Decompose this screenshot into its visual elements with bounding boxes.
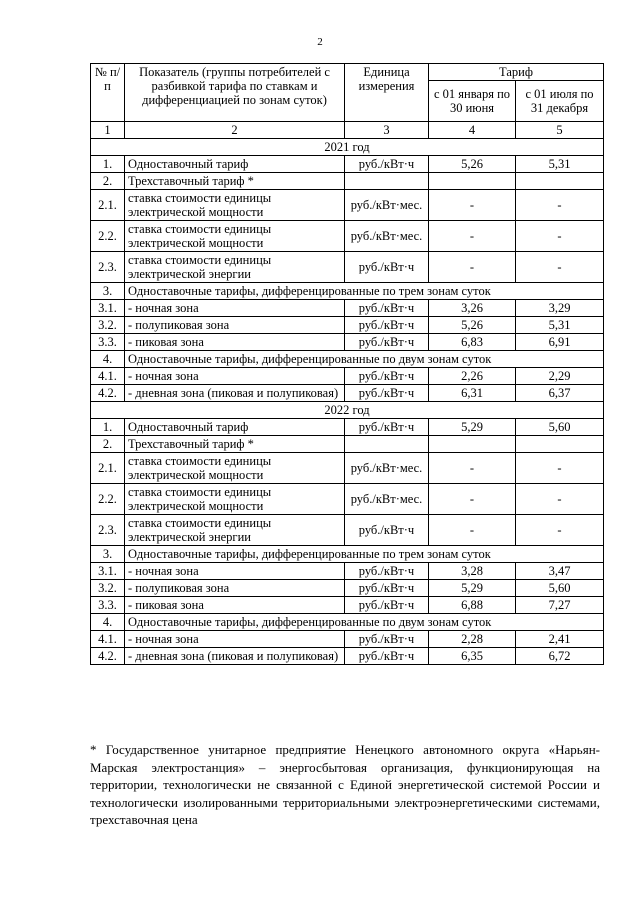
row-value-period-1: 6,83 (429, 334, 516, 351)
row-value-period-1: 3,28 (429, 563, 516, 580)
footnote: * Государственное унитарное предприятие Ненецкого автономного округа «Нарьян-Марская электростанция» – энергосбытовая организация, функционирующая на территории, технологически не связанной с Единой энергетической системой России и технологически изолированными территориальными электроэнергетическими системами, трехставочная цена (90, 742, 600, 827)
row-value-period-2: 6,72 (516, 648, 604, 665)
row-value-period-1: - (429, 484, 516, 515)
row-unit (345, 173, 429, 190)
row-number: 2.3. (91, 252, 125, 283)
row-number: 2. (91, 173, 125, 190)
row-number: 4.1. (91, 368, 125, 385)
row-value-period-1: 6,35 (429, 648, 516, 665)
row-number: 2.2. (91, 221, 125, 252)
row-unit: руб./кВт·ч (345, 385, 429, 402)
table-row (91, 334, 604, 351)
row-indicator: - пиковая зона (125, 597, 345, 614)
row-indicator: Одноставочный тариф (125, 419, 345, 436)
row-number: 2.3. (91, 515, 125, 546)
row-indicator: ставка стоимости единицы электрической энергии (125, 515, 345, 546)
row-group-label: Одноставочные тарифы, дифференцированные по трем зонам суток (125, 546, 604, 563)
col-num: 4 (429, 122, 516, 139)
row-value-period-1: 5,29 (429, 419, 516, 436)
row-unit: руб./кВт·ч (345, 156, 429, 173)
row-indicator: - дневная зона (пиковая и полупиковая) (125, 385, 345, 402)
row-number: 2. (91, 436, 125, 453)
row-number: 4.2. (91, 648, 125, 665)
row-unit (345, 436, 429, 453)
row-value-period-1: 5,29 (429, 580, 516, 597)
year-row (91, 402, 604, 419)
row-value-period-1: - (429, 453, 516, 484)
col-num: 1 (91, 122, 125, 139)
row-unit: руб./кВт·ч (345, 252, 429, 283)
row-value-period-2: 5,31 (516, 317, 604, 334)
row-value-period-2: 3,47 (516, 563, 604, 580)
table-row (91, 173, 604, 190)
table-row (91, 190, 604, 221)
table-row (91, 156, 604, 173)
row-value-period-2 (516, 173, 604, 190)
row-unit: руб./кВт·ч (345, 648, 429, 665)
row-value-period-2: 5,60 (516, 580, 604, 597)
row-group-label: Одноставочные тарифы, дифференцированные по двум зонам суток (125, 614, 604, 631)
row-number: 3.2. (91, 317, 125, 334)
table-row (91, 300, 604, 317)
row-value-period-2: - (516, 453, 604, 484)
row-indicator: - ночная зона (125, 631, 345, 648)
row-value-period-1: 2,26 (429, 368, 516, 385)
row-indicator: ставка стоимости единицы электрической мощности (125, 484, 345, 515)
year-label: 2022 год (91, 402, 604, 419)
row-number: 2.1. (91, 453, 125, 484)
table-row (91, 614, 604, 631)
row-number: 1. (91, 419, 125, 436)
table-body (91, 139, 604, 665)
table-row (91, 252, 604, 283)
row-value-period-2: 7,27 (516, 597, 604, 614)
page-number: 2 (317, 36, 323, 48)
row-indicator: - ночная зона (125, 300, 345, 317)
row-indicator: ставка стоимости единицы электрической мощности (125, 221, 345, 252)
row-unit: руб./кВт·мес. (345, 221, 429, 252)
row-indicator: - ночная зона (125, 563, 345, 580)
row-value-period-2: - (516, 190, 604, 221)
row-value-period-1: 6,88 (429, 597, 516, 614)
table-row (91, 546, 604, 563)
row-number: 3.2. (91, 580, 125, 597)
row-value-period-2: - (516, 515, 604, 546)
header-unit: Единица измерения (345, 64, 429, 122)
table-row (91, 580, 604, 597)
row-value-period-1: 3,26 (429, 300, 516, 317)
row-indicator: - ночная зона (125, 368, 345, 385)
row-value-period-2: - (516, 221, 604, 252)
row-value-period-1: - (429, 190, 516, 221)
tariff-table (90, 63, 604, 665)
table-row (91, 484, 604, 515)
row-number: 4. (91, 614, 125, 631)
row-unit: руб./кВт·ч (345, 368, 429, 385)
column-numbers-row (91, 122, 604, 139)
row-number: 3. (91, 283, 125, 300)
row-value-period-1: - (429, 221, 516, 252)
year-row (91, 139, 604, 156)
row-unit: руб./кВт·мес. (345, 190, 429, 221)
row-value-period-1 (429, 173, 516, 190)
table-row (91, 563, 604, 580)
row-unit: руб./кВт·ч (345, 300, 429, 317)
table-row (91, 436, 604, 453)
row-number: 1. (91, 156, 125, 173)
row-value-period-2: - (516, 252, 604, 283)
row-unit: руб./кВт·мес. (345, 453, 429, 484)
row-group-label: Одноставочные тарифы, дифференцированные по трем зонам суток (125, 283, 604, 300)
row-number: 3.1. (91, 300, 125, 317)
row-value-period-2 (516, 436, 604, 453)
col-num: 5 (516, 122, 604, 139)
row-unit: руб./кВт·ч (345, 563, 429, 580)
header-tariff: Тариф (429, 64, 604, 81)
row-value-period-1: - (429, 252, 516, 283)
row-value-period-2: 5,31 (516, 156, 604, 173)
table-header-row (91, 64, 604, 81)
table-row (91, 368, 604, 385)
row-value-period-1: - (429, 515, 516, 546)
col-num: 2 (125, 122, 345, 139)
row-value-period-2: 6,91 (516, 334, 604, 351)
row-indicator: Трехставочный тариф * (125, 436, 345, 453)
row-indicator: Одноставочный тариф (125, 156, 345, 173)
row-unit: руб./кВт·ч (345, 419, 429, 436)
row-value-period-2: 3,29 (516, 300, 604, 317)
row-indicator: Трехставочный тариф * (125, 173, 345, 190)
row-indicator: - дневная зона (пиковая и полупиковая) (125, 648, 345, 665)
row-number: 4. (91, 351, 125, 368)
table-row (91, 597, 604, 614)
row-indicator: - полупиковая зона (125, 317, 345, 334)
table-row (91, 515, 604, 546)
row-value-period-1: 5,26 (429, 317, 516, 334)
row-unit: руб./кВт·ч (345, 597, 429, 614)
row-unit: руб./кВт·ч (345, 317, 429, 334)
row-indicator: ставка стоимости единицы электрической энергии (125, 252, 345, 283)
row-value-period-2: 2,41 (516, 631, 604, 648)
row-unit: руб./кВт·ч (345, 631, 429, 648)
row-indicator: ставка стоимости единицы электрической мощности (125, 453, 345, 484)
row-value-period-2: - (516, 484, 604, 515)
row-number: 2.1. (91, 190, 125, 221)
row-unit: руб./кВт·мес. (345, 484, 429, 515)
table-row (91, 385, 604, 402)
row-number: 3. (91, 546, 125, 563)
table-row (91, 453, 604, 484)
year-label: 2021 год (91, 139, 604, 156)
row-indicator: - полупиковая зона (125, 580, 345, 597)
row-number: 3.1. (91, 563, 125, 580)
table-row (91, 351, 604, 368)
row-number: 2.2. (91, 484, 125, 515)
row-indicator: ставка стоимости единицы электрической мощности (125, 190, 345, 221)
row-number: 3.3. (91, 334, 125, 351)
table-row (91, 648, 604, 665)
row-value-period-2: 6,37 (516, 385, 604, 402)
table-row (91, 631, 604, 648)
row-group-label: Одноставочные тарифы, дифференцированные по двум зонам суток (125, 351, 604, 368)
header-num: № п/п (91, 64, 125, 122)
col-num: 3 (345, 122, 429, 139)
row-number: 4.2. (91, 385, 125, 402)
table-row (91, 317, 604, 334)
row-value-period-1: 6,31 (429, 385, 516, 402)
row-value-period-2: 5,60 (516, 419, 604, 436)
row-value-period-1: 5,26 (429, 156, 516, 173)
table-row (91, 221, 604, 252)
row-number: 3.3. (91, 597, 125, 614)
table-row (91, 283, 604, 300)
row-unit: руб./кВт·ч (345, 334, 429, 351)
row-number: 4.1. (91, 631, 125, 648)
row-value-period-1: 2,28 (429, 631, 516, 648)
row-unit: руб./кВт·ч (345, 580, 429, 597)
header-period-1: с 01 января по 30 июня (429, 81, 516, 122)
row-indicator: - пиковая зона (125, 334, 345, 351)
row-value-period-2: 2,29 (516, 368, 604, 385)
row-value-period-1 (429, 436, 516, 453)
header-indicator: Показатель (группы потребителей с разбивкой тарифа по ставкам и дифференциацией по зонам суток) (125, 64, 345, 122)
table-row (91, 419, 604, 436)
row-unit: руб./кВт·ч (345, 515, 429, 546)
header-period-2: с 01 июля по 31 декабря (516, 81, 604, 122)
